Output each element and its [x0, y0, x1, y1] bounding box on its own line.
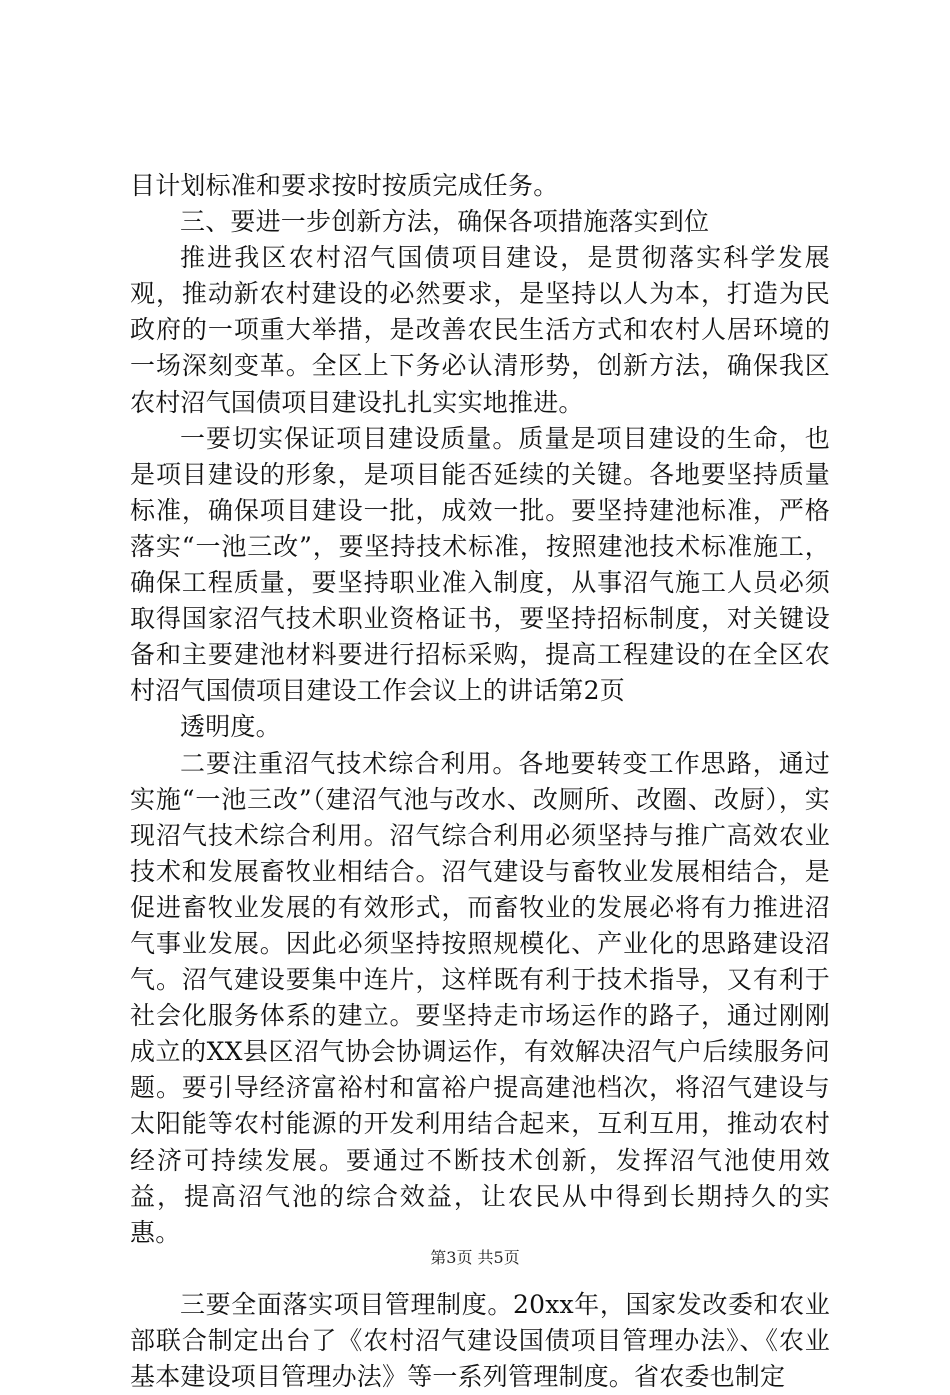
paragraph-quality: 一要切实保证项目建设质量。质量是项目建设的生命，也是项目建设的形象，是项目能否延续的关键。各地要坚持质量标准，确保项目建设一批，成效一批。要坚持建池标准，严格落实“一池三改”，要坚持技术标准，按照建池技术标准施工，确保工程质量，要坚持职业准入制度，从事沼气施工人员必须取得国家沼气技术职业资格证书，要坚持招标制度，对关键设备和主要建池材料要进行招标采购，提高工程建设的在全区农村沼气国债项目建设工作会议上的讲话第2页	[130, 423, 830, 706]
paragraph-intro: 推进我区农村沼气国债项目建设，是贯彻落实科学发展观，推动新农村建设的必然要求，是坚持以人为本，打造为民政府的一项重大举措，是改善农民生活方式和农村人居环境的一场深刻变革。全区上下务必认清形势，创新方法，确保我区农村沼气国债项目建设扎扎实实地推进。	[130, 243, 830, 417]
page-number-footer: 第3页 共5页	[430, 1248, 520, 1267]
body-text	[130, 168, 830, 1395]
paragraph-continuation: 目计划标准和要求按时按质完成任务。	[130, 171, 559, 200]
section-heading: 三、要进一步创新方法，确保各项措施落实到位	[180, 207, 710, 237]
paragraph-utilization: 二要注重沼气技术综合利用。各地要转变工作思路，通过实施“一池三改”（建沼气池与改水、改厕所、改圈、改厨），实现沼气技术综合利用。沼气综合利用必须坚持与推广高效农业技术和发展畜牧业相结合。沼气建设与畜牧业发展相结合，是促进畜牧业发展的有效形式，而畜牧业的发展必将有力推进沼气事业发展。因此必须坚持按照规模化、产业化的思路建设沼气。沼气建设要集中连片，这样既有利于技术指导，又有利于社会化服务体系的建立。要坚持走市场运作的路子，通过刚刚成立的XX县区沼气协会协调运作，有效解决沼气户后续服务问题。要引导经济富裕村和富裕户提高建池档次，将沼气建设与太阳能等农村能源的开发利用结合起来，互利互用，推动农村经济可持续发展。要通过不断技术创新，发挥沼气池使用效益，提高沼气池的综合效益，让农民从中得到长期持久的实惠。	[130, 748, 830, 1247]
paragraph-management: 三要全面落实项目管理制度。20xx年，国家发改委和农业部联合制定出台了《农村沼气建设国债项目管理办法》、《农业基本建设项目管理办法》等一系列管理制度。省农委也制定	[130, 1289, 830, 1391]
paragraph-transparency: 透明度。	[180, 712, 281, 742]
